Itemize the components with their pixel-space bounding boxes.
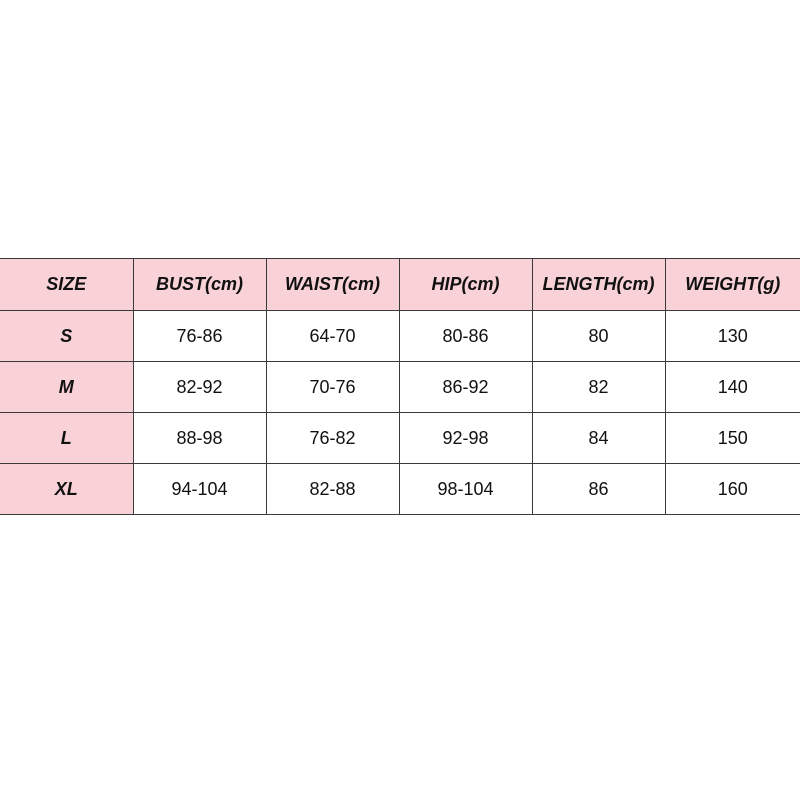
hip-value: 92-98 xyxy=(399,413,532,464)
header-bust: BUST(cm) xyxy=(133,259,266,311)
length-value: 82 xyxy=(532,362,665,413)
size-label: S xyxy=(0,311,133,362)
hip-value: 98-104 xyxy=(399,464,532,515)
table-row xyxy=(0,464,800,515)
header-weight: WEIGHT(g) xyxy=(665,259,800,311)
length-value: 80 xyxy=(532,311,665,362)
size-label: M xyxy=(0,362,133,413)
bust-value: 76-86 xyxy=(133,311,266,362)
header-length: LENGTH(cm) xyxy=(532,259,665,311)
hip-value: 86-92 xyxy=(399,362,532,413)
header-size: SIZE xyxy=(0,259,133,311)
header-hip: HIP(cm) xyxy=(399,259,532,311)
table-row xyxy=(0,311,800,362)
waist-value: 64-70 xyxy=(266,311,399,362)
bust-value: 82-92 xyxy=(133,362,266,413)
waist-value: 70-76 xyxy=(266,362,399,413)
length-value: 86 xyxy=(532,464,665,515)
bust-value: 94-104 xyxy=(133,464,266,515)
waist-value: 82-88 xyxy=(266,464,399,515)
bust-value: 88-98 xyxy=(133,413,266,464)
size-label: XL xyxy=(0,464,133,515)
length-value: 84 xyxy=(532,413,665,464)
header-waist: WAIST(cm) xyxy=(266,259,399,311)
weight-value: 140 xyxy=(665,362,800,413)
weight-value: 130 xyxy=(665,311,800,362)
table-row xyxy=(0,413,800,464)
weight-value: 160 xyxy=(665,464,800,515)
waist-value: 76-82 xyxy=(266,413,399,464)
header-row xyxy=(0,259,800,311)
table-row xyxy=(0,362,800,413)
weight-value: 150 xyxy=(665,413,800,464)
size-chart-table xyxy=(0,258,800,515)
hip-value: 80-86 xyxy=(399,311,532,362)
size-label: L xyxy=(0,413,133,464)
